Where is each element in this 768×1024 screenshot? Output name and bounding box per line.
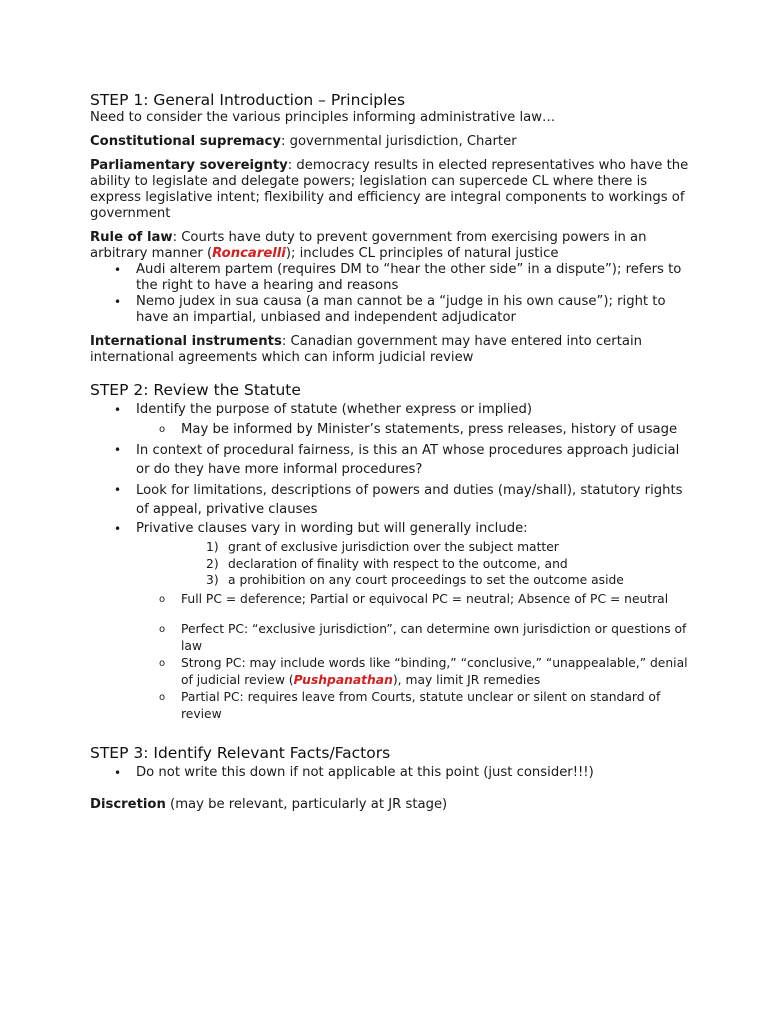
term-parliamentary-sovereignty: Parliamentary sovereignty — [90, 158, 288, 173]
case-pushpanathan: Pushpanathan — [293, 672, 393, 687]
parliamentary-sovereignty-para: Parliamentary sovereignty: democracy results in elected representatives who have the ability to legislate and delegate powers; legislation can supercede CL where there is express legislative intent; flexibility and efficiency are integral components to workings of government — [90, 158, 689, 221]
discretion-para: Discretion (may be relevant, particularly at JR stage) — [90, 796, 448, 812]
rule-of-law-bullets — [90, 262, 690, 326]
list-item: • Do not write this down if not applicable at this point (just consider!!!) — [90, 765, 690, 781]
step1-heading: STEP 1: General Introduction – Principles — [90, 91, 406, 109]
list-item: • Privative clauses vary in wording but will generally include: — [90, 521, 690, 537]
list-item: • Nemo judex in sua causa (a man cannot be a “judge in his own cause”); right to have an impartial, unbiased and independent adjudicator — [90, 294, 690, 326]
step2-heading: STEP 2: Review the Statute — [90, 381, 301, 399]
document-page — [90, 90, 690, 813]
international-instruments-para: International instruments: Canadian government may have entered into certain international agreements which can inform judicial review — [90, 334, 642, 365]
list-item: • Look for limitations, descriptions of powers and duties (may/shall), statutory rights of appeal, privative clauses — [90, 481, 690, 519]
term-rule-of-law: Rule of law — [90, 230, 173, 245]
list-item: o Partial PC: requires leave from Courts, statute unclear or silent on standard of review — [90, 689, 690, 723]
list-item: • Identify the purpose of statute (whether express or implied) o May be informed by Minister’s statements, press releases, history of usage — [90, 402, 690, 439]
list-item: o May be informed by Minister’s statements, press releases, history of usage — [90, 421, 690, 439]
list-item: 2) declaration of finality with respect to the outcome, and — [206, 556, 568, 571]
term-international-instruments: International instruments — [90, 334, 282, 349]
list-item: o Strong PC: may include words like “binding,” “conclusive,” “unappealable,” denial of judicial review (Pushpanathan), may limit JR remedies — [90, 655, 690, 689]
list-item: • Audi alterem partem (requires DM to “hear the other side” in a dispute”); refers to the right to have a hearing and reasons — [90, 262, 690, 294]
list-item: o Perfect PC: “exclusive jurisdiction”, can determine own jurisdiction or questions of law — [90, 621, 690, 655]
list-item: • In context of procedural fairness, is this an AT whose procedures approach judicial or do they have more informal procedures? — [90, 441, 690, 479]
term-discretion: Discretion — [90, 796, 166, 812]
privative-clause-numbered-list — [90, 539, 690, 589]
term-constitutional-supremacy: Constitutional supremacy — [90, 134, 281, 149]
list-item: o Full PC = deference; Partial or equivocal PC = neutral; Absence of PC = neutral — [90, 591, 690, 608]
step3-bullets — [90, 765, 690, 781]
case-roncarelli: Roncarelli — [212, 246, 286, 261]
list-item: 3) a prohibition on any court proceedings to set the outcome aside — [206, 573, 624, 587]
step3-heading: STEP 3: Identify Relevant Facts/Factors — [90, 743, 391, 762]
step1-intro: Need to consider the various principles informing administrative law… — [90, 110, 556, 125]
rule-of-law-para: Rule of law: Courts have duty to prevent government from exercising powers in an arbitrary manner (Roncarelli); includes CL principles of natural justice — [90, 230, 647, 261]
constitutional-supremacy-para: Constitutional supremacy: governmental jurisdiction, Charter — [90, 134, 517, 149]
step2-bullets — [90, 402, 690, 537]
list-item: 1) grant of exclusive jurisdiction over the subject matter — [206, 540, 559, 554]
privative-clause-types — [90, 591, 690, 723]
